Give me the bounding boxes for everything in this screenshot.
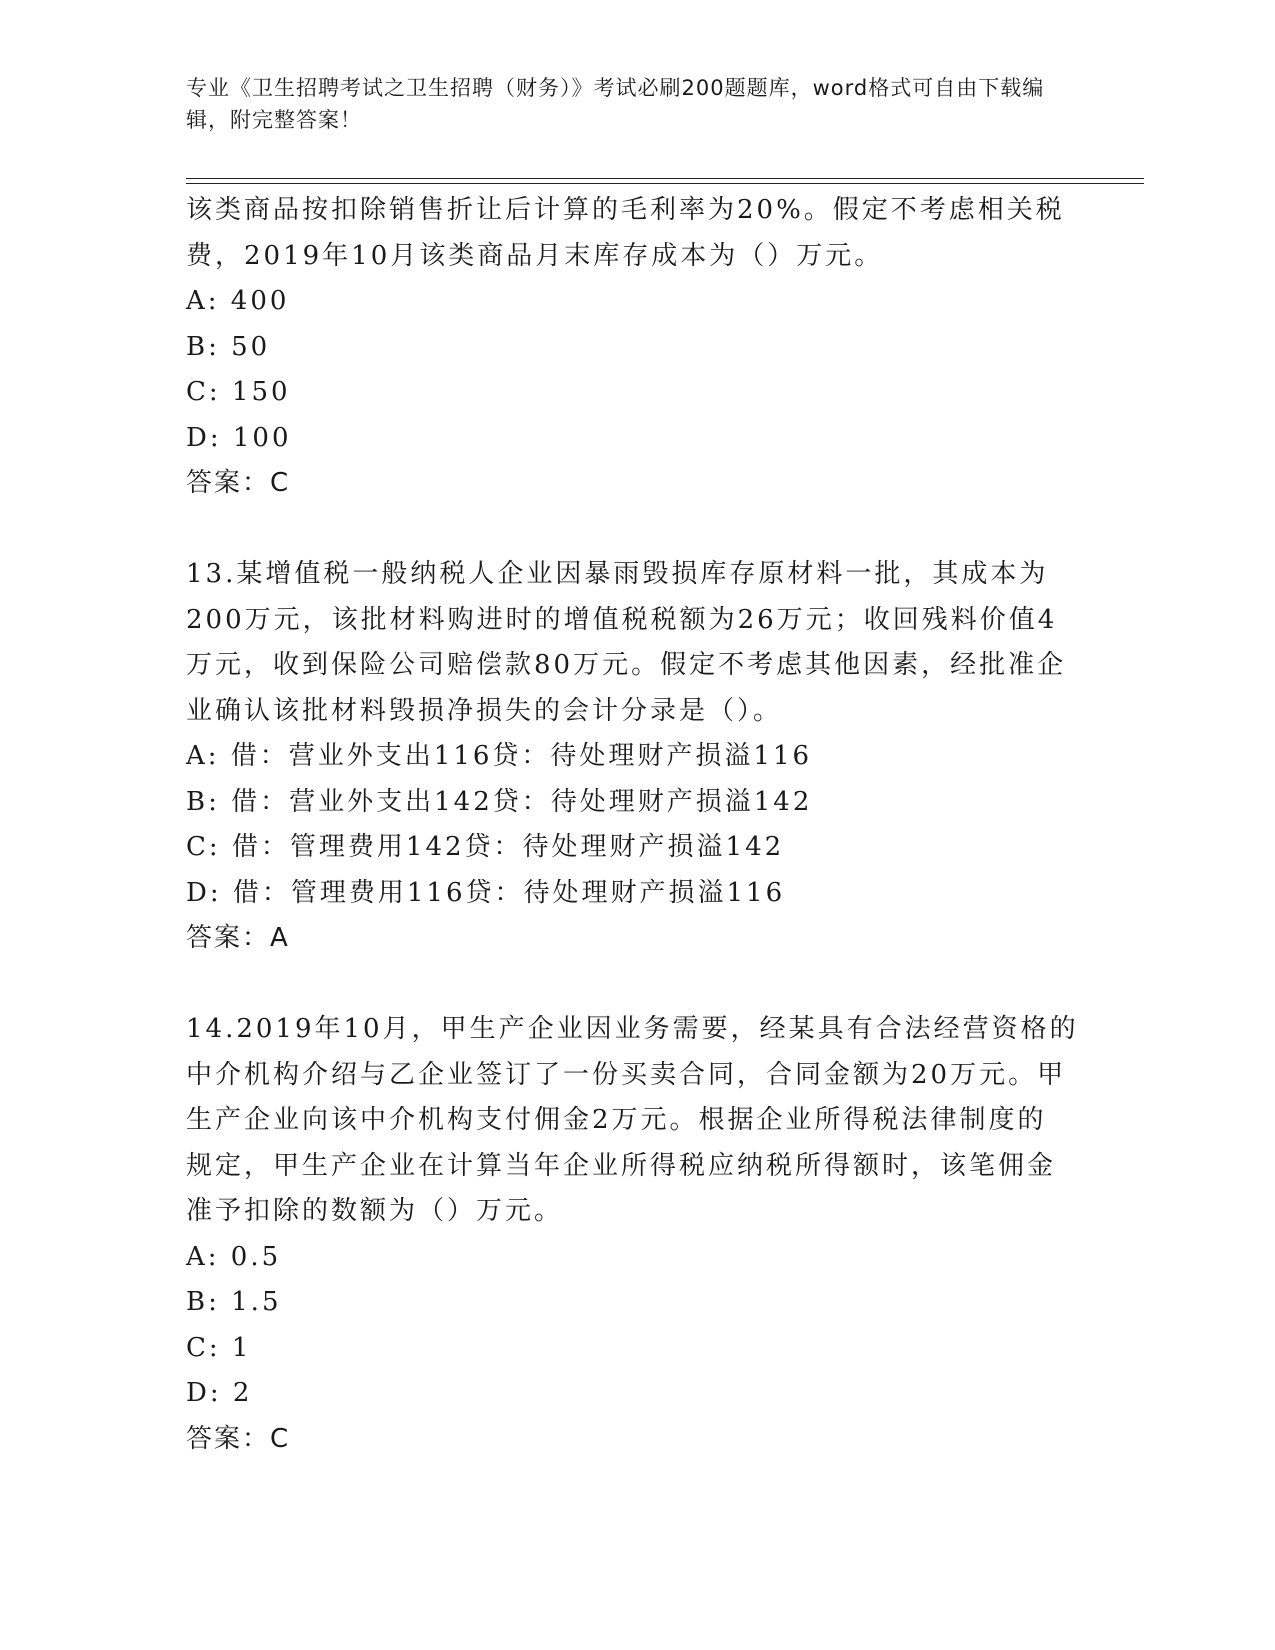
question-text-line: 规定，甲生产企业在计算当年企业所得税应纳税所得额时，该笔佣金 (186, 1150, 1057, 1181)
question-text-line: 准予扣除的数额为（）万元。 (186, 1196, 564, 1226)
question-text-line: 中介机构介绍与乙企业签订了一份买卖合同，合同金额为20万元。甲 (186, 1059, 1067, 1090)
option-c: C: 150 (186, 377, 291, 407)
spacer (186, 507, 1076, 553)
option-d: D: 2 (186, 1378, 253, 1408)
question-text-line: 生产企业向该中介机构支付佣金2万元。根据企业所得税法律制度的 (186, 1105, 1047, 1135)
question-text-line: 13.某增值税一般纳税人企业因暴雨毁损库存原材料一批，其成本为 (186, 559, 1049, 589)
option-a: A: 0.5 (186, 1241, 282, 1272)
option-b: B: 借：营业外支出142贷：待处理财产损溢142 (186, 786, 813, 817)
answer-line: 答案：A (186, 923, 290, 953)
answer-line: 答案：C (186, 1423, 291, 1454)
option-c: C: 借：管理费用142贷：待处理财产损溢142 (186, 832, 785, 862)
option-d: D: 借：管理费用116贷：待处理财产损溢116 (186, 877, 786, 908)
document-body (186, 188, 1079, 1462)
option-d: D: 100 (186, 422, 292, 453)
header-rule-top (186, 178, 1144, 179)
document-header: 专业《卫生招聘考试之卫生招聘（财务）》考试必刷200题题库，word格式可自由下载编辑，附完整答案！ (186, 76, 1045, 132)
spacer (186, 962, 1076, 1008)
question-text-line: 200万元，该批材料购进时的增值税税额为26万元；收回残料价值4 (186, 604, 1058, 635)
option-c: C: 1 (186, 1332, 252, 1363)
header-rule-bottom (186, 183, 1144, 184)
question-text-line: 该类商品按扣除销售折让后计算的毛利率为20%。假定不考虑相关税 (186, 195, 1065, 225)
question-13 (186, 552, 1076, 962)
option-b: B: 50 (186, 331, 271, 362)
question-14 (186, 1007, 1079, 1462)
question-12 (186, 188, 1076, 507)
option-b: B: 1.5 (186, 1287, 282, 1317)
question-text-line: 14.2019年10月，甲生产企业因业务需要，经某具有合法经营资格的 (186, 1014, 1079, 1044)
question-text-line: 业确认该批材料毁损净损失的会计分录是（）。 (186, 695, 783, 726)
option-a: A: 400 (186, 286, 290, 316)
question-text-line: 万元，收到保险公司赔偿款80万元。假定不考虑其他因素，经批准企 (186, 650, 1067, 680)
option-a: A: 借：营业外支出116贷：待处理财产损溢116 (186, 741, 813, 771)
answer-line: 答案：C (186, 468, 291, 498)
question-text-line: 费，2019年10月该类商品月末库存成本为（）万元。 (186, 240, 884, 271)
